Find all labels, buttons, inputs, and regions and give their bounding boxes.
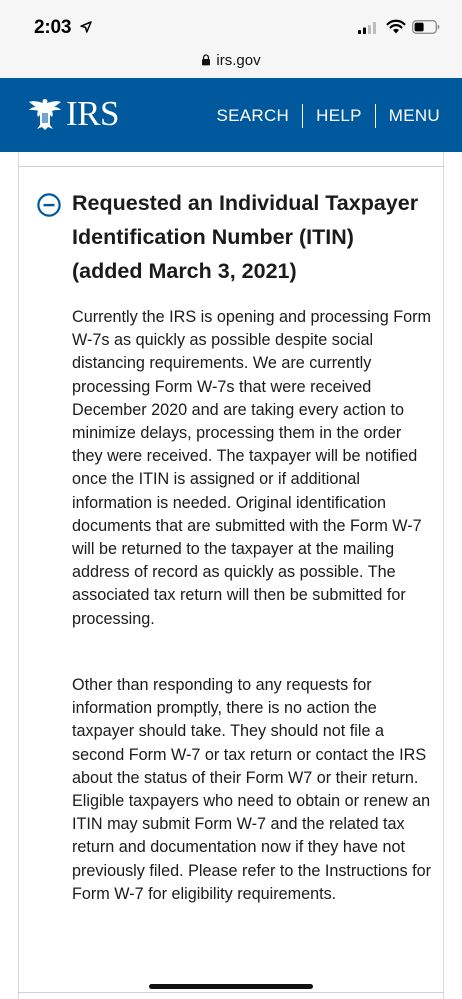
home-indicator[interactable] <box>149 984 313 989</box>
location-arrow-icon <box>80 21 92 33</box>
accordion-title[interactable]: Requested an Individual Taxpayer Identification Number (ITIN) (added March 3, 2021) <box>72 191 419 283</box>
status-bar <box>0 0 462 46</box>
address-bar[interactable] <box>0 46 462 78</box>
header-nav <box>216 104 440 128</box>
nav-divider <box>375 104 376 128</box>
site-header <box>0 78 462 152</box>
eagle-icon <box>26 95 64 133</box>
nav-menu[interactable]: MENU <box>388 106 440 125</box>
wifi-icon <box>386 19 406 34</box>
minus-circle-icon[interactable] <box>37 193 61 217</box>
nav-search[interactable]: SEARCH <box>216 106 290 125</box>
nav-help[interactable]: HELP <box>316 106 362 125</box>
accordion-paragraph: Other than responding to any requests for information promptly, there is no action the taxpayer should take. They should not file a second Form W-7 or tax return or contact the IRS about the status of their Form W7 or their return. Eligible taxpayers who need to obtain or renew an ITIN may submit Form W-7 and the related tax return and documentation now if they have not previously filed. Please refer to the Instructions for Form W-7 for eligibility requirements. <box>72 676 431 903</box>
divider <box>18 166 444 167</box>
divider <box>18 992 444 993</box>
cellular-signal-icon <box>358 22 376 34</box>
url-text: irs.gov <box>216 52 261 69</box>
nav-divider <box>302 104 303 128</box>
lock-icon <box>201 54 211 66</box>
logo-text: IRS <box>66 94 119 133</box>
status-time: 2:03 <box>34 17 72 38</box>
accordion-paragraph: Currently the IRS is opening and processing Form W-7s as quickly as possible despite social distancing requirements. We are currently processing Form W-7s that were received December 2020 and are taking every action to minimize delays, processing them in the order they were received. The taxpayer will be notified once the ITIN is assigned or if additional information is needed. Original identification documents that are submitted with the Form W-7 will be returned to the taxpayer at the mailing address of record as quickly as possible. The associated tax return will then be submitted for processing. <box>72 308 431 628</box>
url-display[interactable] <box>0 52 462 69</box>
irs-logo[interactable] <box>26 94 119 134</box>
battery-icon <box>412 20 440 34</box>
